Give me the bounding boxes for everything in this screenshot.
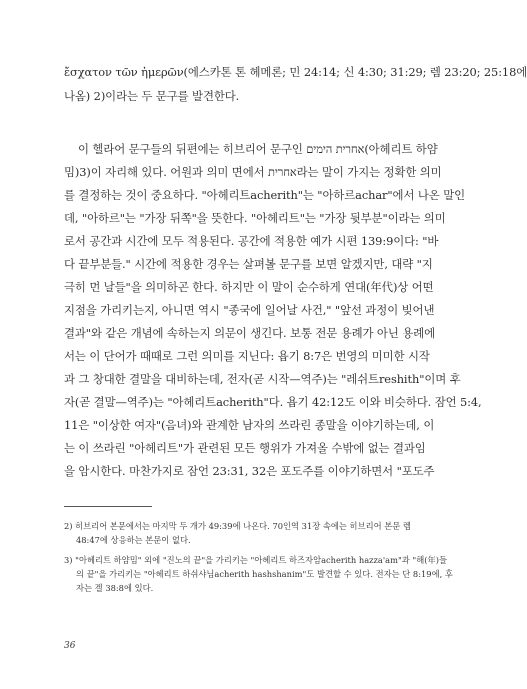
paragraph-line: 을 암시한다. 마찬가지로 잠언 23:31, 32은 포도주를 이야기하면서 "포도주 — [64, 464, 435, 478]
page-number: 36 — [64, 641, 76, 651]
footnote-3-line: 자는 겔 38:8에 있다. — [76, 583, 154, 593]
paragraph-line: 를 결정하는 것이 중요하다. "아헤리트acherith"는 "아하르achar"에서 나온 말인 — [64, 188, 465, 202]
footnote-divider — [64, 506, 152, 507]
paragraph-line: 는 이 쓰라린 "아헤리트"가 관련된 모든 행위가 가져올 수밖에 없는 결과임 — [64, 441, 426, 455]
footnote-3-line: 의 끝"을 가리키는 "아헤리트 하쉬샤님acherith hashshanim"도 발견할 수 있다. 전자는 단 8:19에, 후 — [76, 569, 453, 579]
paragraph-line: 이 헬라어 문구들의 뒤편에는 히브리어 문구인 אחרית הימים(아헤리트 하얌 — [78, 142, 438, 156]
paragraph-line: 지점을 가리키는지, 아니면 역시 "종국에 일어날 사건," "앞선 과정이 빚어낸 — [64, 303, 435, 317]
paragraph-line: 과 그 창대한 결말을 대비하는데, 전자(곧 시작—역주)는 "레쉬트reshith"이며 후 — [64, 372, 461, 386]
paragraph-line: 자(곧 결말—역주)는 "아헤리트acherith"다. 욥기 42:12도 이와 비슷하다. 잠언 5:4, — [64, 395, 482, 409]
paragraph-line: 로서 공간과 시간에 모두 적용된다. 공간에 적용한 예가 시편 139:9이다: "바 — [64, 234, 439, 248]
paragraph-line: 밈)3)이 자리해 있다. 어원과 의미 면에서 אחרית라는 말이 가지는 정확한 의미 — [64, 165, 442, 179]
footnote-2-line: 2) 히브리어 본문에서는 마지막 두 개가 49:39에 나온다. 70인역 31장 속에는 히브리어 본문 렘 — [64, 521, 411, 531]
paragraph-line: 다 끝부분들." 시간에 적용한 경우는 살펴볼 문구를 보면 알겠지만, 대략 "지 — [64, 257, 433, 271]
footnote-2-line: 48:47에 상응하는 본문이 없다. — [76, 535, 191, 545]
paragraph-line: 서는 이 단어가 때때로 그런 의미를 지닌다: 욥기 8:7은 번영의 미미한 시작 — [64, 349, 430, 363]
footnote-3-line: 3) "아헤리트 하얌밈" 외에 "진노의 끝"을 가리키는 "아헤리트 하즈자암acherith hazza'am"과 "해(年)들 — [64, 555, 448, 565]
paragraph-line: 데, "아하르"는 "가장 뒤쪽"을 뜻한다. "아헤리트"는 "가장 뒷부분"이라는 의미 — [64, 211, 446, 225]
paragraph-line: 결과"와 같은 개념에 속하는지 의문이 생긴다. 보통 전문 용례가 아닌 용례에 — [64, 326, 435, 340]
intro-line: ἔσχατον τῶν ἡμερῶν(에스카톤 톤 헤메론; 민 24:14; 신 4:30; 31:29; 렘 23:20; 25:18에 — [64, 65, 527, 79]
intro-line: 나옴) 2)이라는 두 문구를 발견한다. — [64, 89, 240, 103]
paragraph-line: 극히 먼 날들"을 의미하곤 한다. 하지만 이 말이 순수하게 연대(年代)상 어떤 — [64, 280, 434, 294]
paragraph-line: 11은 "이상한 여자"(음녀)와 관계한 남자의 쓰라린 종말을 이야기하는데, 이 — [64, 418, 435, 432]
